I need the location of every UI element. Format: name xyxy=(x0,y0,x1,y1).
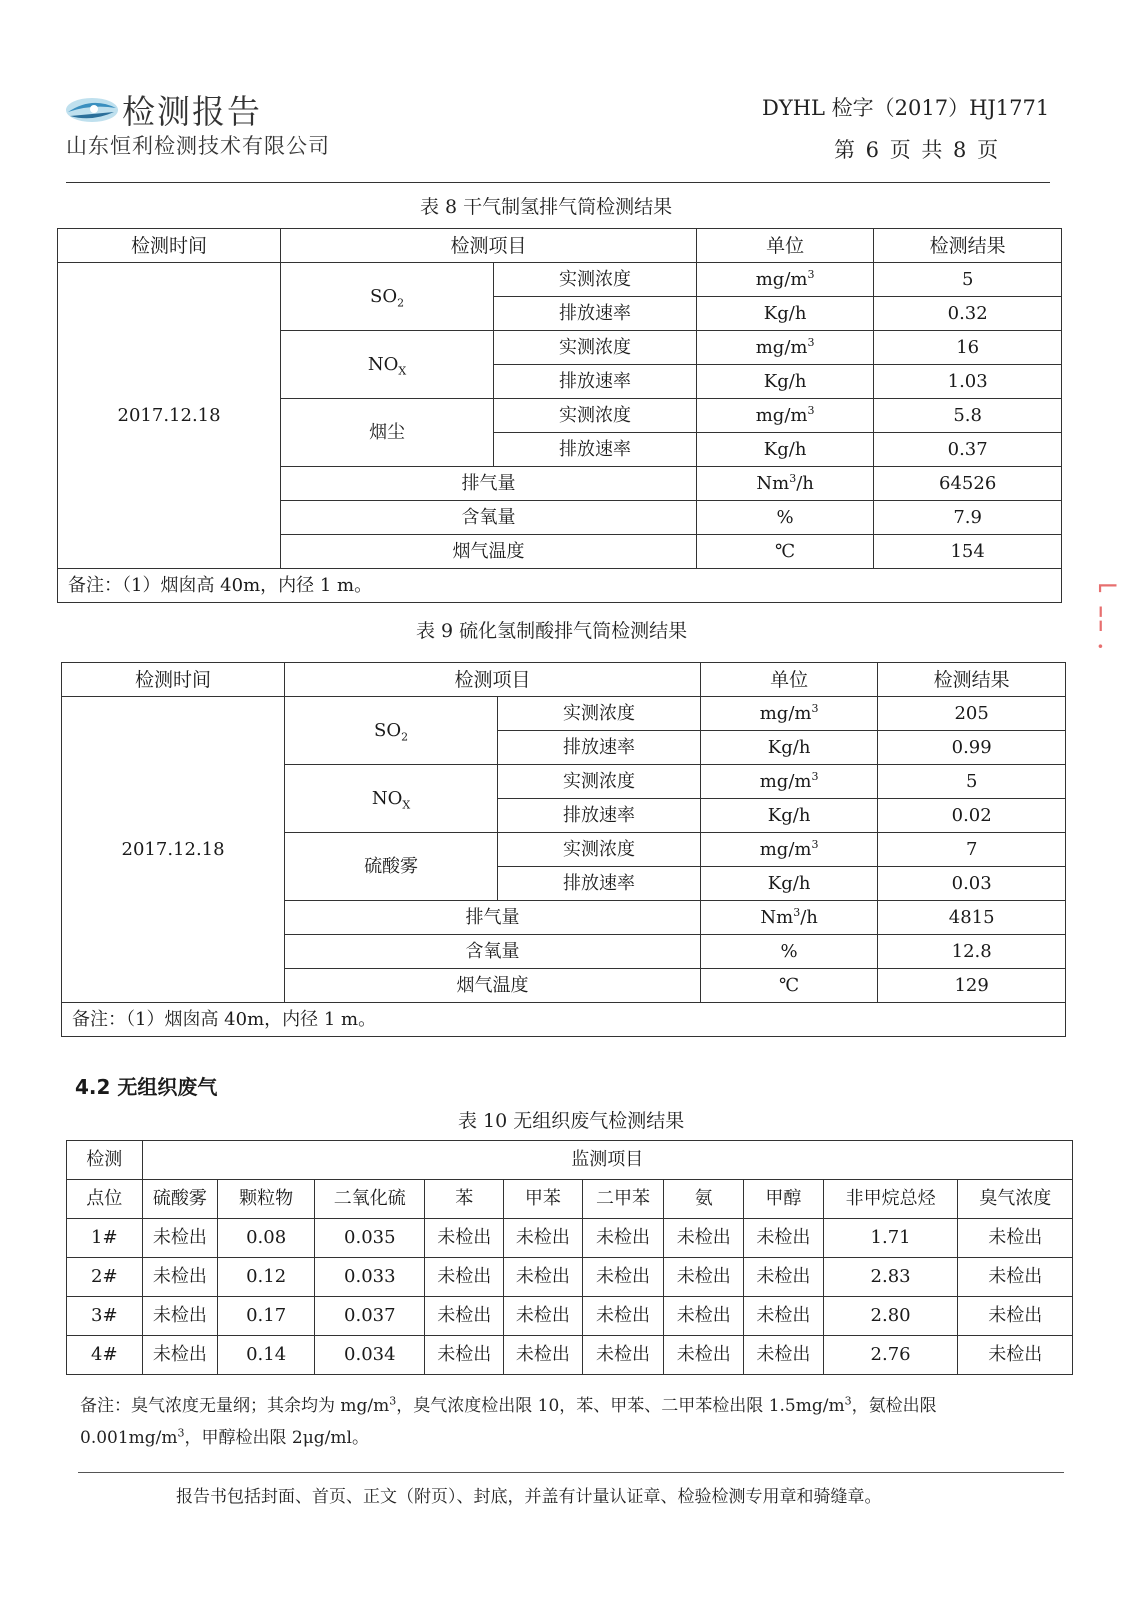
table8 xyxy=(57,228,1062,603)
measure-item: 实测浓度 xyxy=(498,697,701,731)
remark-part2: ，臭气浓度检出限 10，苯、甲苯、二甲苯检出限 1.5mg/m xyxy=(396,1396,845,1416)
cell-value: 未检出 xyxy=(504,1258,583,1297)
cell-value: 0.14 xyxy=(218,1336,315,1375)
unit xyxy=(696,501,873,535)
measure-item: 含氧量 xyxy=(285,935,701,969)
result-value: 0.32 xyxy=(874,297,1062,331)
pollutant-base: NO xyxy=(367,353,399,375)
cell-value: 0.037 xyxy=(315,1297,425,1336)
column-header: 颗粒物 xyxy=(218,1180,315,1219)
unit-base: mg/m xyxy=(755,336,808,358)
table-row xyxy=(67,1336,1073,1375)
point-id: 4# xyxy=(67,1336,143,1375)
measure-item: 排放速率 xyxy=(494,365,697,399)
logo xyxy=(64,86,262,133)
measure-item: 实测浓度 xyxy=(494,331,697,365)
remark-part4: ，甲醇检出限 2μg/ml。 xyxy=(184,1428,369,1448)
cell-value: 未检出 xyxy=(582,1297,664,1336)
unit xyxy=(696,433,873,467)
unit xyxy=(696,399,873,433)
table-note: 备注：（1）烟囱高 40m，内径 1 m。 xyxy=(62,1003,1066,1037)
point-id: 2# xyxy=(67,1258,143,1297)
pollutant-sub: X xyxy=(402,798,411,812)
result-value: 129 xyxy=(878,969,1066,1003)
result-value: 4815 xyxy=(878,901,1066,935)
column-header: 甲苯 xyxy=(504,1180,583,1219)
measure-item: 排放速率 xyxy=(498,799,701,833)
table-note: 备注：（1）烟囱高 40m，内径 1 m。 xyxy=(58,569,1062,603)
unit-post: /h xyxy=(800,906,818,928)
cell-value: 0.034 xyxy=(315,1336,425,1375)
cell-value: 未检出 xyxy=(744,1336,824,1375)
unit-base: Kg/h xyxy=(767,804,811,826)
header-item: 检测项目 xyxy=(281,229,697,263)
unit-sup: 3 xyxy=(811,837,819,851)
table9 xyxy=(61,662,1066,1037)
measure-item: 实测浓度 xyxy=(498,833,701,867)
unit xyxy=(700,969,877,1003)
cell-value: 未检出 xyxy=(958,1258,1073,1297)
cell-value: 未检出 xyxy=(958,1219,1073,1258)
pollutant-name xyxy=(281,263,494,331)
unit-base: Kg/h xyxy=(767,736,811,758)
pollutant-name xyxy=(281,331,494,399)
cell-value: 未检出 xyxy=(504,1219,583,1258)
unit xyxy=(700,731,877,765)
page-info: 第 6 页 共 8 页 xyxy=(834,138,999,162)
pollutant-base: 硫酸雾 xyxy=(364,855,419,877)
cell-value: 未检出 xyxy=(744,1297,824,1336)
unit-pre: Nm xyxy=(756,472,790,494)
footer-rule xyxy=(78,1472,1064,1473)
result-value: 7 xyxy=(878,833,1066,867)
unit-base: mg/m xyxy=(759,702,812,724)
result-value: 0.02 xyxy=(878,799,1066,833)
unit-base: mg/m xyxy=(755,404,808,426)
unit-base: mg/m xyxy=(759,770,812,792)
column-header: 非甲烷总烃 xyxy=(823,1180,958,1219)
unit-base: Kg/h xyxy=(763,438,807,460)
items-header: 监测项目 xyxy=(142,1141,1072,1180)
cell-value: 未检出 xyxy=(744,1219,824,1258)
table9-caption: 表 9 硫化氢制酸排气筒检测结果 xyxy=(416,620,688,642)
column-header: 臭气浓度 xyxy=(958,1180,1073,1219)
cell-value: 未检出 xyxy=(744,1258,824,1297)
company-name: 山东恒利检测技术有限公司 xyxy=(66,134,330,158)
cell-value: 未检出 xyxy=(504,1297,583,1336)
column-header: 二氧化硫 xyxy=(315,1180,425,1219)
cell-value: 未检出 xyxy=(142,1258,218,1297)
unit xyxy=(696,365,873,399)
remark-sup2: 3 xyxy=(844,1394,852,1408)
point-header-top: 检测 xyxy=(67,1141,143,1180)
unit-sup: 3 xyxy=(789,471,797,485)
cell-value: 未检出 xyxy=(958,1297,1073,1336)
report-number: DYHL 检字（2017）HJ1771 xyxy=(762,96,1050,120)
measure-item: 实测浓度 xyxy=(494,263,697,297)
unit-sup: 3 xyxy=(807,403,815,417)
header-unit: 单位 xyxy=(700,663,877,697)
cell-value: 2.83 xyxy=(823,1258,958,1297)
measure-item: 排放速率 xyxy=(498,867,701,901)
measure-item: 烟气温度 xyxy=(285,969,701,1003)
pollutant-name xyxy=(285,697,498,765)
table10 xyxy=(66,1140,1073,1375)
unit xyxy=(696,331,873,365)
remark-sup3: 3 xyxy=(177,1426,185,1440)
result-value: 0.99 xyxy=(878,731,1066,765)
unit-base: Kg/h xyxy=(767,872,811,894)
cell-value: 未检出 xyxy=(664,1258,744,1297)
column-header: 氨 xyxy=(664,1180,744,1219)
result-value: 154 xyxy=(874,535,1062,569)
pollutant-sub: 2 xyxy=(397,296,405,310)
unit xyxy=(696,535,873,569)
cell-value: 未检出 xyxy=(582,1336,664,1375)
unit-base: mg/m xyxy=(755,268,808,290)
header-rule xyxy=(66,182,1050,183)
result-value: 5 xyxy=(878,765,1066,799)
point-header-bottom: 点位 xyxy=(67,1180,143,1219)
footer-text: 报告书包括封面、首页、正文（附页）、封底，并盖有计量认证章、检验检测专用章和骑缝章。 xyxy=(176,1487,882,1507)
point-id: 1# xyxy=(67,1219,143,1258)
cell-value: 0.08 xyxy=(218,1219,315,1258)
unit xyxy=(696,263,873,297)
unit-sup: 3 xyxy=(811,769,819,783)
test-date: 2017.12.18 xyxy=(62,697,285,1003)
section-title: 4.2 无组织废气 xyxy=(75,1075,218,1099)
table10-caption: 表 10 无组织废气检测结果 xyxy=(458,1110,685,1132)
unit xyxy=(700,697,877,731)
cell-value: 0.033 xyxy=(315,1258,425,1297)
cell-value: 0.035 xyxy=(315,1219,425,1258)
table-row xyxy=(67,1258,1073,1297)
unit-pre: ℃ xyxy=(779,974,800,996)
pollutant-base: SO xyxy=(370,285,398,307)
unit xyxy=(700,867,877,901)
cell-value: 未检出 xyxy=(425,1336,504,1375)
result-value: 205 xyxy=(878,697,1066,731)
table-row xyxy=(62,697,1066,731)
unit-pre: % xyxy=(780,940,798,962)
cell-value: 0.12 xyxy=(218,1258,315,1297)
header-result: 检测结果 xyxy=(874,229,1062,263)
result-value: 16 xyxy=(874,331,1062,365)
table-row xyxy=(58,263,1062,297)
cell-value: 未检出 xyxy=(582,1258,664,1297)
header-result: 检测结果 xyxy=(878,663,1066,697)
cell-value: 2.80 xyxy=(823,1297,958,1336)
unit-pre: % xyxy=(776,506,794,528)
measure-item: 实测浓度 xyxy=(494,399,697,433)
cell-value: 2.76 xyxy=(823,1336,958,1375)
measure-item: 排放速率 xyxy=(494,297,697,331)
measure-item: 排放速率 xyxy=(494,433,697,467)
cell-value: 未检出 xyxy=(664,1297,744,1336)
unit xyxy=(700,799,877,833)
cell-value: 未检出 xyxy=(664,1336,744,1375)
measure-item: 排气量 xyxy=(281,467,697,501)
result-value: 0.37 xyxy=(874,433,1062,467)
pollutant-sub: X xyxy=(398,364,407,378)
remark-sup1: 3 xyxy=(389,1394,397,1408)
cell-value: 未检出 xyxy=(425,1297,504,1336)
pollutant-base: NO xyxy=(371,787,403,809)
pollutant-name xyxy=(285,765,498,833)
logo-title: 检测报告 xyxy=(122,92,262,131)
measure-item: 含氧量 xyxy=(281,501,697,535)
column-header: 二甲苯 xyxy=(582,1180,664,1219)
header-unit: 单位 xyxy=(696,229,873,263)
header-time: 检测时间 xyxy=(62,663,285,697)
unit-post: /h xyxy=(796,472,814,494)
column-header: 苯 xyxy=(425,1180,504,1219)
cell-value: 未检出 xyxy=(664,1219,744,1258)
result-value: 7.9 xyxy=(874,501,1062,535)
cell-value: 未检出 xyxy=(142,1336,218,1375)
unit-sup: 3 xyxy=(807,335,815,349)
cell-value: 未检出 xyxy=(958,1336,1073,1375)
unit-sup: 3 xyxy=(811,701,819,715)
unit-sup: 3 xyxy=(793,905,801,919)
pollutant-name xyxy=(281,399,494,467)
cell-value: 未检出 xyxy=(504,1336,583,1375)
pollutant-base: 烟尘 xyxy=(369,421,406,443)
measure-item: 烟气温度 xyxy=(281,535,697,569)
table-row xyxy=(67,1297,1073,1336)
table-row xyxy=(67,1219,1073,1258)
remark-part1: 备注：臭气浓度无量纲；其余均为 mg/m xyxy=(80,1396,390,1416)
cell-value: 未检出 xyxy=(425,1219,504,1258)
measure-item: 排气量 xyxy=(285,901,701,935)
table8-caption: 表 8 干气制氢排气筒检测结果 xyxy=(420,196,673,218)
unit xyxy=(700,935,877,969)
remark xyxy=(80,1390,1040,1454)
result-value: 64526 xyxy=(874,467,1062,501)
unit xyxy=(696,297,873,331)
column-header: 甲醇 xyxy=(744,1180,824,1219)
unit-pre: ℃ xyxy=(775,540,796,562)
cell-value: 未检出 xyxy=(142,1219,218,1258)
unit-base: mg/m xyxy=(759,838,812,860)
unit-sup: 3 xyxy=(807,267,815,281)
remark-part3: ，氨检出限 0.001mg/m xyxy=(80,1396,937,1448)
point-id: 3# xyxy=(67,1297,143,1336)
unit xyxy=(696,467,873,501)
header-item: 检测项目 xyxy=(285,663,701,697)
cell-value: 未检出 xyxy=(142,1297,218,1336)
result-value: 12.8 xyxy=(878,935,1066,969)
cell-value: 未检出 xyxy=(582,1219,664,1258)
unit-pre: Nm xyxy=(760,906,794,928)
cell-value: 0.17 xyxy=(218,1297,315,1336)
unit xyxy=(700,765,877,799)
pollutant-base: SO xyxy=(374,719,402,741)
cell-value: 1.71 xyxy=(823,1219,958,1258)
measure-item: 实测浓度 xyxy=(498,765,701,799)
test-date: 2017.12.18 xyxy=(58,263,281,569)
seal-stamp-fragment: ⌐ ¦ · xyxy=(1096,570,1120,663)
unit-base: Kg/h xyxy=(763,370,807,392)
result-value: 1.03 xyxy=(874,365,1062,399)
unit xyxy=(700,901,877,935)
cell-value: 未检出 xyxy=(425,1258,504,1297)
pollutant-name xyxy=(285,833,498,901)
logo-icon xyxy=(64,92,120,128)
pollutant-sub: 2 xyxy=(401,730,409,744)
measure-item: 排放速率 xyxy=(498,731,701,765)
unit xyxy=(700,833,877,867)
header-time: 检测时间 xyxy=(58,229,281,263)
result-value: 5.8 xyxy=(874,399,1062,433)
result-value: 5 xyxy=(874,263,1062,297)
unit-base: Kg/h xyxy=(763,302,807,324)
column-header: 硫酸雾 xyxy=(142,1180,218,1219)
result-value: 0.03 xyxy=(878,867,1066,901)
